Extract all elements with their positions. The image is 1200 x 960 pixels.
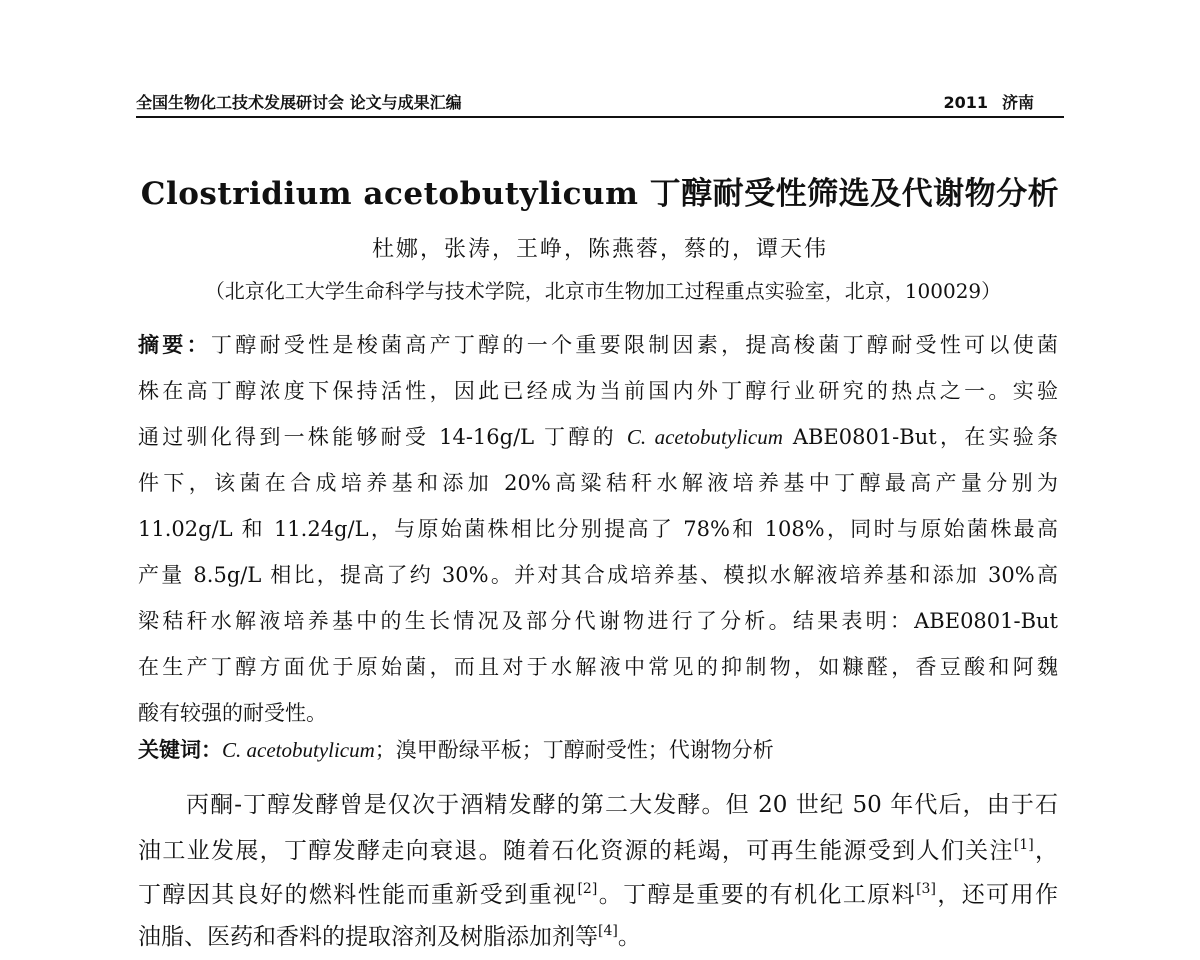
- header-year-location: [943, 90, 1034, 113]
- abstract-line: 摘要：丁醇耐受性是梭菌高产丁醇的一个重要限制因素，提高梭菌丁醇耐受性可以使菌: [138, 332, 1059, 357]
- author-list: 杜娜，张涛，王峥，陈燕蓉，蔡的，谭天伟: [371, 237, 828, 262]
- header-year: 2011: [943, 93, 988, 112]
- keyword: 溴甲酚绿平板: [395, 738, 522, 762]
- citation: [1]: [1013, 837, 1034, 853]
- header-proceedings-title: 全国生物化工技术发展研讨会 论文与成果汇编: [136, 93, 462, 112]
- paper-title: Clostridium acetobutylicum 丁醇耐受性筛选及代谢物分析: [140, 176, 1060, 212]
- citation: [2]: [577, 881, 598, 897]
- abstract-line: 在生产丁醇方面优于原始菌，而且对于水解液中常见的抑制物，如糠醛，香豆酸和阿魏: [138, 655, 1058, 679]
- body-line: 丁醇因其良好的燃料性能而重新受到重视[2]。丁醇是重要的有机化工原料[3]，还可用作: [138, 881, 1059, 908]
- abstract-line: 梁秸秆水解液培养基中的生长情况及部分代谢物进行了分析。结果表明：ABE0801-But: [138, 609, 1058, 633]
- affiliation: （北京化工大学生命科学与技术学院，北京市生物加工过程重点实验室，北京，100029）: [204, 279, 1002, 303]
- abstract-line: 酸有较强的耐受性。: [138, 701, 327, 725]
- body-line: 丙酮-丁醇发酵曾是仅次于酒精发酵的第二大发酵。但 20 世纪 50 年代后，由于石: [186, 792, 1058, 818]
- body-line: 油脂、医药和香料的提取溶剂及树脂添加剂等[4]。: [138, 923, 641, 950]
- keyword: C. acetobutylicum: [222, 738, 375, 762]
- keyword: 丁醇耐受性: [542, 738, 648, 762]
- citation: [3]: [916, 881, 936, 897]
- species-name: C. acetobutylicum: [626, 425, 783, 449]
- citation: [4]: [598, 923, 618, 939]
- abstract-label: 摘要：: [138, 332, 211, 357]
- keyword: 代谢物分析: [668, 738, 774, 762]
- abstract-line: 产量 8.5g/L 相比，提高了约 30%。并对其合成培养基、模拟水解液培养基和添加 30%高: [138, 563, 1058, 587]
- keywords-label: 关键词：: [138, 737, 222, 762]
- keywords: 关键词：C. acetobutylicum；溴甲酚绿平板；丁醇耐受性；代谢物分析: [138, 737, 774, 762]
- abstract-line: 通过驯化得到一株能够耐受 14-16g/L 丁醇的 C. acetobutylicum ABE0801-But，在实验条: [138, 425, 1059, 449]
- abstract-line: 11.02g/L 和 11.24g/L，与原始菌株相比分别提高了 78%和 108%，同时与原始菌株最高: [138, 517, 1058, 541]
- abstract-line: 株在高丁醇浓度下保持活性，因此已经成为当前国内外丁醇行业研究的热点之一。实验: [138, 379, 1058, 403]
- abstract-line: 件下，该菌在合成培养基和添加 20%高粱秸秆水解液培养基中丁醇最高产量分别为: [138, 471, 1058, 495]
- running-header: [136, 86, 1064, 118]
- body-line: 油工业发展，丁醇发酵走向衰退。随着石化资源的耗竭，可再生能源受到人们关注[1]，: [138, 837, 1059, 864]
- header-city: 济南: [1001, 93, 1034, 112]
